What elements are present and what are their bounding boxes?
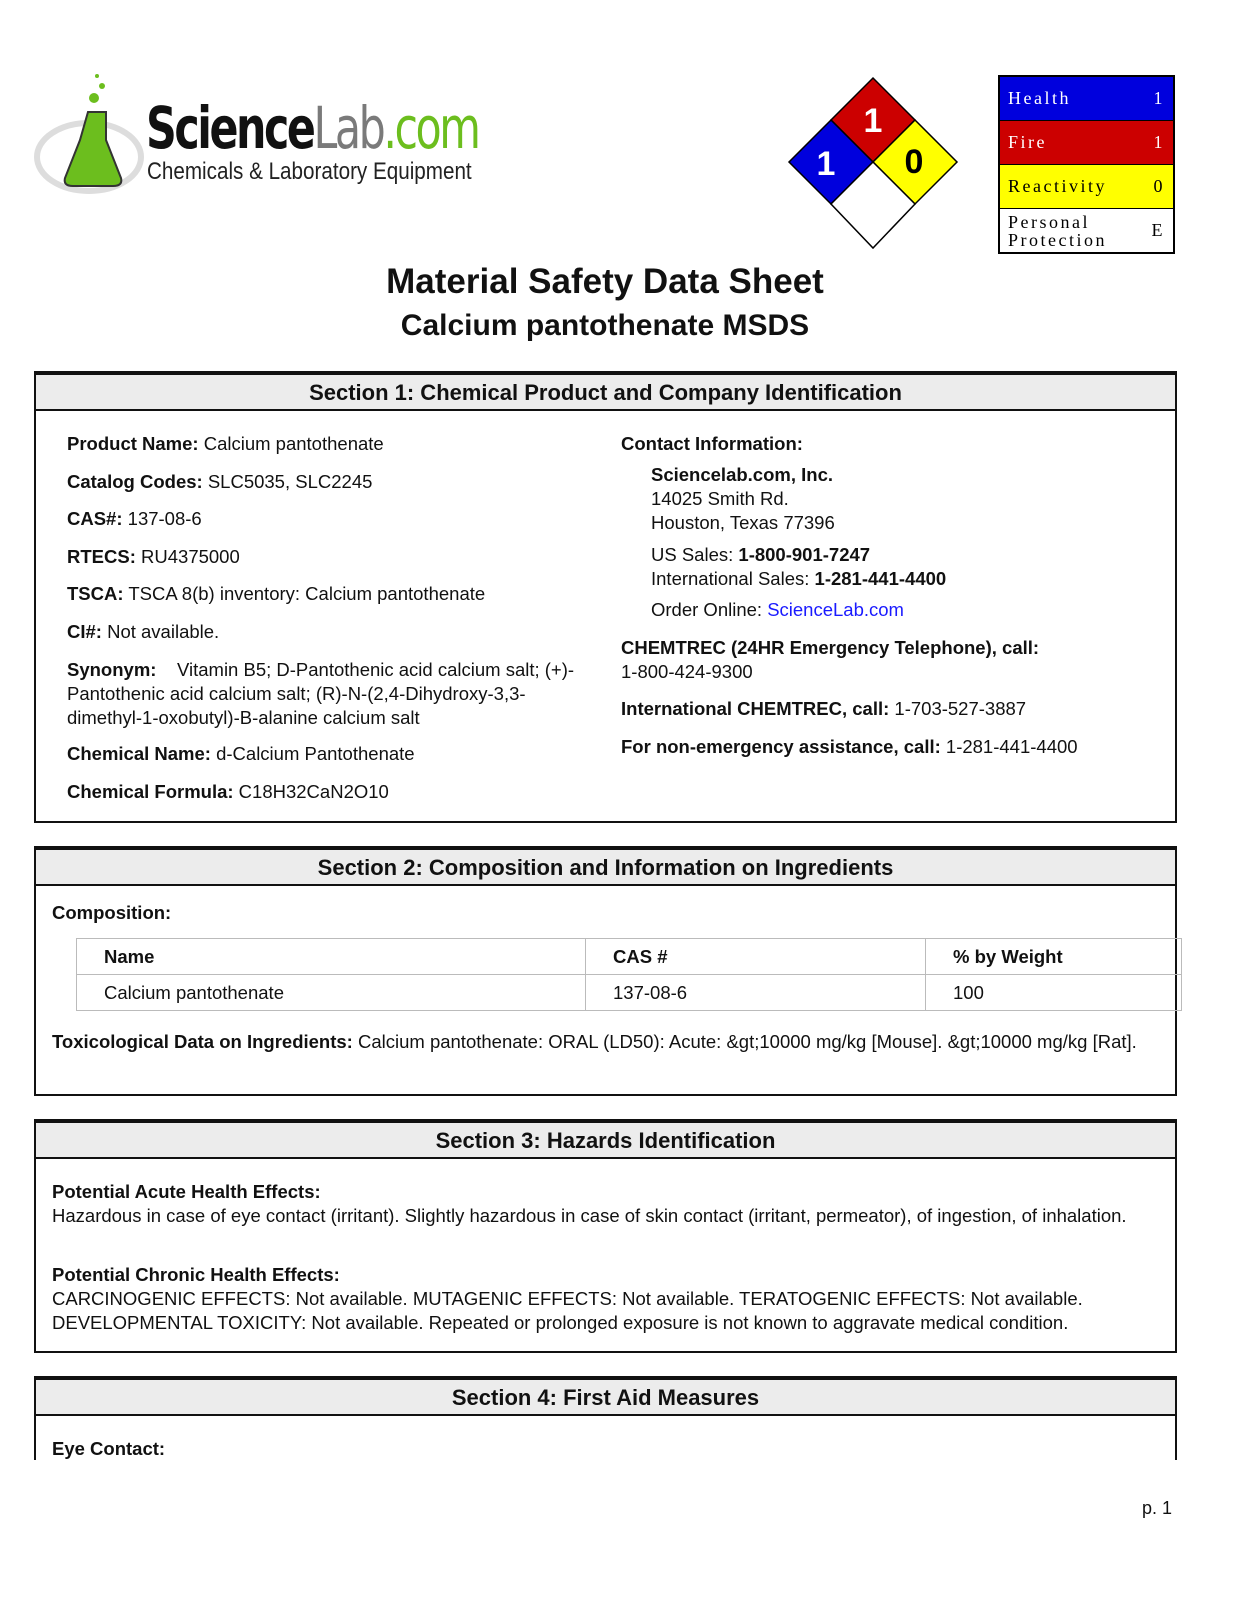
hmis-health: Health 1 (1000, 77, 1173, 121)
synonym: Synonym: Vitamin B5; D-Pantothenic acid calcium salt; (+)-Pantothenic acid calcium salt; (R)-N-(2,4-Dihydroxy-3,3-dimethyl-1-oxobutyl)-B-alanine calcium salt (67, 659, 575, 728)
ci-number: CI#: Not available. (67, 621, 220, 642)
page-subtitle: Calcium pantothenate MSDS (400, 309, 810, 342)
hmis-table (998, 75, 1175, 254)
logo-tagline: Chemicals & Laboratory Equipment (147, 158, 472, 185)
eye-contact-label: Eye Contact: (52, 1438, 166, 1459)
nfpa-health: 1 (816, 145, 836, 183)
section-4 (34, 1376, 1177, 1460)
page-title: Material Safety Data Sheet (386, 262, 824, 301)
table-header-row: Name CAS # % by Weight (77, 939, 1182, 975)
nfpa-diamond (786, 76, 960, 252)
hmis-reactivity: Reactivity 0 (1000, 165, 1173, 209)
section-3-header: Section 3: Hazards Identification (36, 1121, 1175, 1159)
cas-number: CAS#: 137-08-6 (67, 508, 202, 529)
section-1-header: Section 1: Chemical Product and Company Identification (36, 373, 1175, 411)
order-online: Order Online: ScienceLab.com (651, 599, 904, 620)
logo-wordmark: ScienceLab.com (146, 94, 479, 162)
acute-effects: Potential Acute Health Effects: Hazardous in case of eye contact (irritant). Slightly hazardous in case of skin contact (irritant, permeator), of ingestion, of inhalation. (52, 1181, 1127, 1226)
catalog-codes: Catalog Codes: SLC5035, SLC2245 (67, 471, 373, 492)
section-2 (34, 846, 1177, 1096)
chronic-effects: Potential Chronic Health Effects: CARCINOGENIC EFFECTS: Not available. MUTAGENIC EFFECTS: Not available. TERATOGENIC EFFECTS: Not available. DEVELOPMENTAL TOXICITY: Not available. Repeated or prolonged exposure is not known to aggravate medical condition. (52, 1264, 1083, 1333)
rtecs: RTECS: RU4375000 (67, 546, 240, 567)
chemical-formula: Chemical Formula: C18H32CaN2O10 (67, 781, 389, 802)
sales-phones: US Sales: 1-800-901-7247 International Sales: 1-281-441-4400 (651, 544, 947, 589)
nfpa-reactivity: 0 (904, 143, 924, 181)
company-address: Sciencelab.com, Inc. 14025 Smith Rd. Houston, Texas 77396 (651, 464, 835, 533)
composition-label: Composition: (52, 902, 172, 923)
table-row: Calcium pantothenate 137-08-6 100 (77, 975, 1182, 1011)
sciencelab-logo (34, 72, 479, 204)
section-4-header: Section 4: First Aid Measures (36, 1378, 1175, 1416)
section-2-header: Section 2: Composition and Information on Ingredients (36, 848, 1175, 886)
non-emergency: For non-emergency assistance, call: 1-281-441-4400 (621, 736, 1078, 757)
intl-chemtrec: International CHEMTREC, call: 1-703-527-3887 (621, 698, 1027, 719)
toxicological-data: Toxicological Data on Ingredients: Calcium pantothenate: ORAL (LD50): Acute: &gt;10000 mg/kg [Mouse]. &gt;10000 mg/kg [Rat]. (52, 1031, 1137, 1052)
tsca: TSCA: TSCA 8(b) inventory: Calcium pantothenate (67, 583, 486, 604)
contact-label: Contact Information: (621, 433, 803, 454)
flask-icon (34, 72, 144, 204)
section-1 (34, 371, 1177, 823)
product-name: Product Name: Calcium pantothenate (67, 433, 384, 454)
chemical-name: Chemical Name: d-Calcium Pantothenate (67, 743, 415, 764)
chemtrec: CHEMTREC (24HR Emergency Telephone), call: 1-800-424-9300 (621, 637, 1040, 682)
section-3 (34, 1119, 1177, 1353)
page-number: p. 1 (1142, 1498, 1173, 1518)
hmis-fire: Fire 1 (1000, 121, 1173, 165)
hmis-ppe: Personal Protection E (1000, 209, 1173, 252)
composition-table (76, 938, 1182, 1011)
nfpa-fire: 1 (863, 102, 883, 140)
sciencelab-link[interactable]: ScienceLab.com (767, 599, 904, 620)
